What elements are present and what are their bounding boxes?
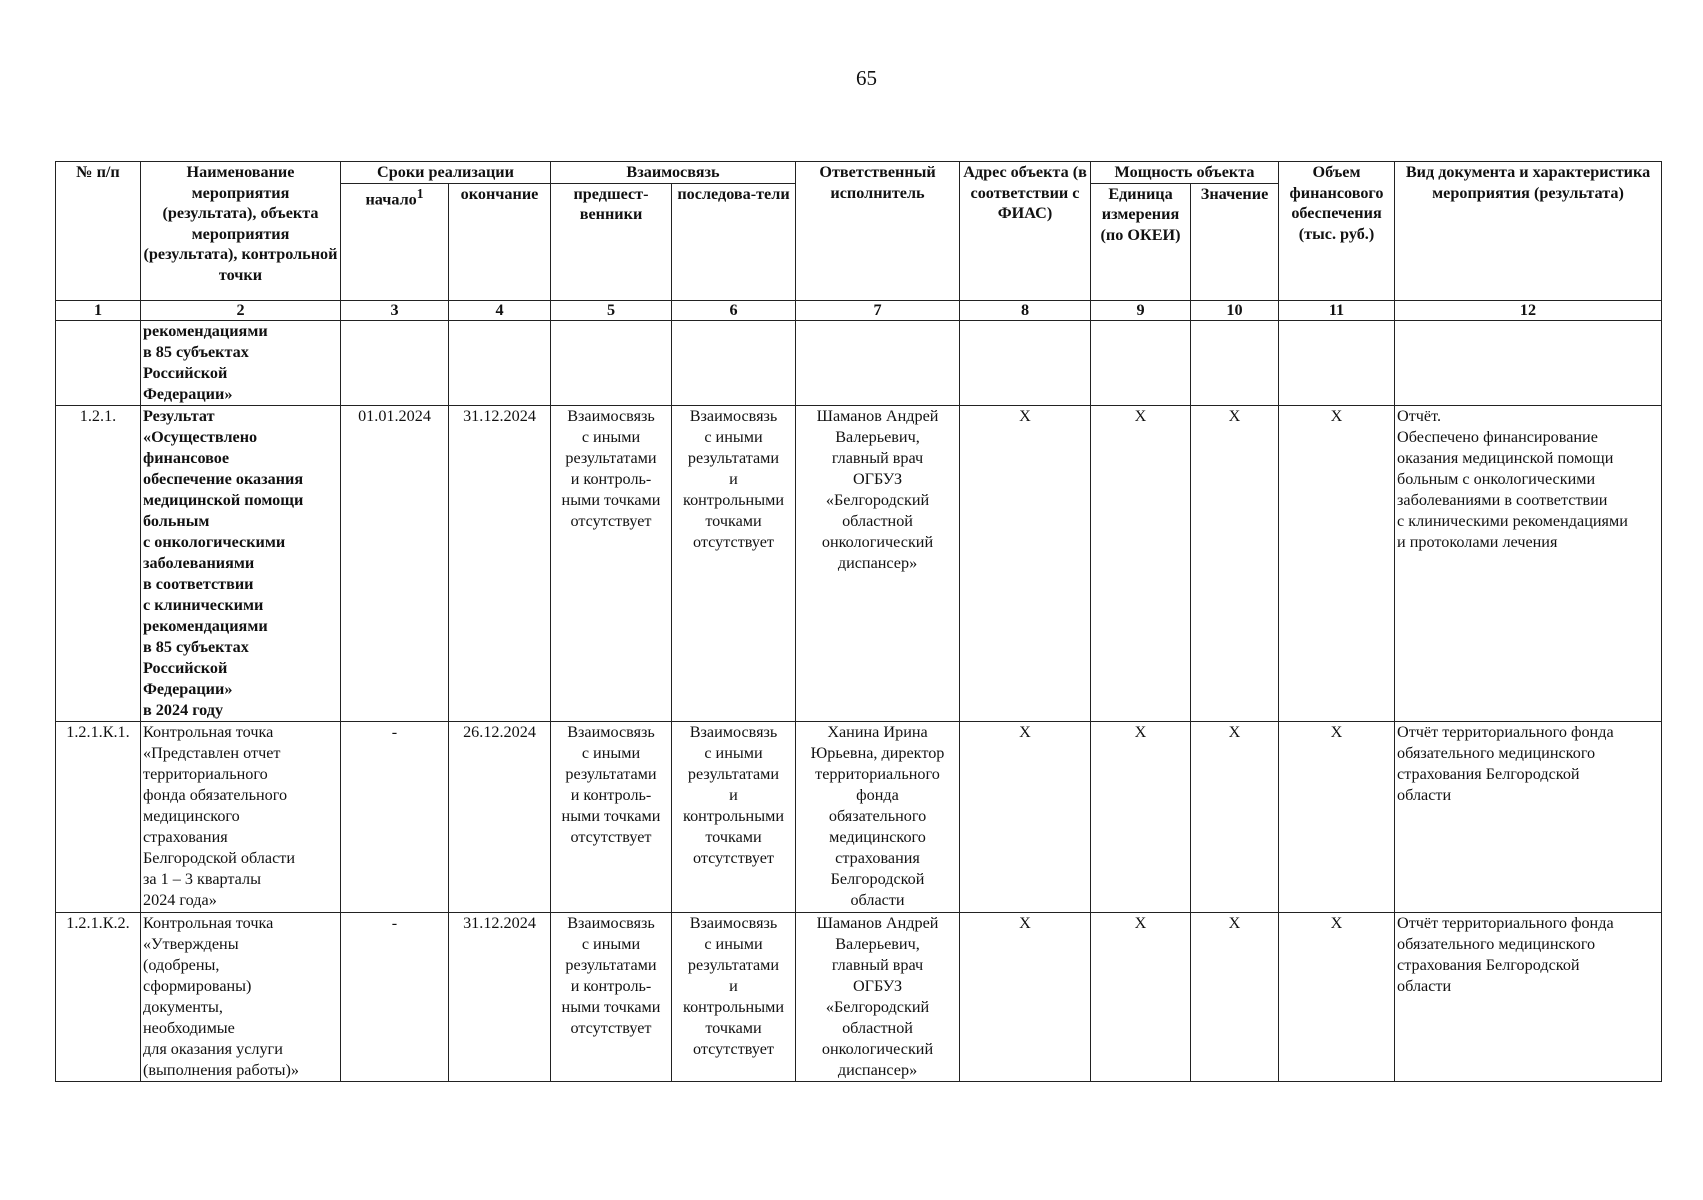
column-number: 9 <box>1091 300 1191 320</box>
row-successors: Взаимосвязь с иными результатами и контрольными точками отсутствует <box>672 405 796 721</box>
header-successors: последова-тели <box>672 183 796 300</box>
row-address <box>960 320 1091 405</box>
row-predecessors: Взаимосвязь с иными результатами и контроль- ными точками отсутствует <box>551 912 672 1081</box>
row-finance: X <box>1279 405 1395 721</box>
column-number: 1 <box>56 300 141 320</box>
row-address: X <box>960 405 1091 721</box>
row-successors: Взаимосвязь с иными результатами и контрольными точками отсутствует <box>672 912 796 1081</box>
table-row <box>56 912 1662 1081</box>
column-number: 8 <box>960 300 1091 320</box>
row-responsible: Ханина Ирина Юрьевна, директор территориального фонда обязательного медицинского страхования Белгородской области <box>796 721 960 912</box>
footnote-marker: 1 <box>416 185 424 201</box>
row-start-date: - <box>341 912 449 1081</box>
row-finance <box>1279 320 1395 405</box>
row-value <box>1191 320 1279 405</box>
header-doc-type: Вид документа и характеристика мероприятия (результата) <box>1395 162 1662 301</box>
row-doc-type: Отчёт. Обеспечено финансирование оказания медицинской помощи больным с онкологическими заболеваниями в соответствии с клиническими рекомендациями и протоколами лечения <box>1395 405 1662 721</box>
header-terms: Сроки реализации <box>341 162 551 184</box>
header-number: № п/п <box>56 162 141 301</box>
row-number <box>56 320 141 405</box>
table-row <box>56 721 1662 912</box>
row-unit: X <box>1091 912 1191 1081</box>
row-successors: Взаимосвязь с иными результатами и контрольными точками отсутствует <box>672 721 796 912</box>
row-address: X <box>960 912 1091 1081</box>
row-name: Контрольная точка «Представлен отчет территориального фонда обязательного медицинского страхования Белгородской области за 1 – 3 кварталы 2024 года» <box>141 721 341 912</box>
row-unit: X <box>1091 405 1191 721</box>
row-doc-type: Отчёт территориального фонда обязательного медицинского страхования Белгородской области <box>1395 721 1662 912</box>
row-finance: X <box>1279 721 1395 912</box>
row-responsible: Шаманов Андрей Валерьевич, главный врач ОГБУЗ «Белгородский областной онкологический диспансер» <box>796 405 960 721</box>
row-value: X <box>1191 912 1279 1081</box>
row-unit <box>1091 320 1191 405</box>
header-value: Значение <box>1191 183 1279 300</box>
header-predecessors: предшест-венники <box>551 183 672 300</box>
column-numbers-row <box>56 300 1662 320</box>
row-doc-type <box>1395 320 1662 405</box>
column-number: 5 <box>551 300 672 320</box>
column-number: 4 <box>449 300 551 320</box>
header-relation: Взаимосвязь <box>551 162 796 184</box>
header-unit: Единица измерения (по ОКЕИ) <box>1091 183 1191 300</box>
row-successors <box>672 320 796 405</box>
column-number: 7 <box>796 300 960 320</box>
column-number: 10 <box>1191 300 1279 320</box>
row-number: 1.2.1. <box>56 405 141 721</box>
row-end-date: 26.12.2024 <box>449 721 551 912</box>
column-number: 12 <box>1395 300 1662 320</box>
header-capacity: Мощность объекта <box>1091 162 1279 184</box>
row-start-date: - <box>341 721 449 912</box>
header-responsible: Ответственный исполнитель <box>796 162 960 301</box>
row-responsible <box>796 320 960 405</box>
table-row <box>56 405 1662 721</box>
table-row <box>56 320 1662 405</box>
row-number: 1.2.1.К.1. <box>56 721 141 912</box>
header-name: Наименование мероприятия (результата), объекта мероприятия (результата), контрольной точки <box>141 162 341 301</box>
row-name: Контрольная точка «Утверждены (одобрены, сформированы) документы, необходимые для оказания услуги (выполнения работы)» <box>141 912 341 1081</box>
row-address: X <box>960 721 1091 912</box>
header-start: начало$^1$ <box>341 183 449 300</box>
row-predecessors <box>551 320 672 405</box>
header-end: окончание <box>449 183 551 300</box>
column-number: 6 <box>672 300 796 320</box>
header-address: Адрес объекта (в соответствии с ФИАС) <box>960 162 1091 301</box>
row-number: 1.2.1.К.2. <box>56 912 141 1081</box>
row-name: рекомендациями в 85 субъектах Российской Федерации» <box>141 320 341 405</box>
header-finance: Объем финансового обеспечения (тыс. руб.) <box>1279 162 1395 301</box>
column-number: 3 <box>341 300 449 320</box>
row-unit: X <box>1091 721 1191 912</box>
row-end-date: 31.12.2024 <box>449 912 551 1081</box>
row-doc-type: Отчёт территориального фонда обязательного медицинского страхования Белгородской области <box>1395 912 1662 1081</box>
page-number: 65 <box>856 66 877 90</box>
row-name: Результат «Осуществлено финансовое обеспечение оказания медицинской помощи больным с онкологическими заболеваниями в соответствии с клиническими рекомендациями в 85 субъектах Российской Федерации» в 2024 году <box>141 405 341 721</box>
row-start-date <box>341 320 449 405</box>
row-predecessors: Взаимосвязь с иными результатами и контроль- ными точками отсутствует <box>551 721 672 912</box>
row-start-date: 01.01.2024 <box>341 405 449 721</box>
column-number: 2 <box>141 300 341 320</box>
row-predecessors: Взаимосвязь с иными результатами и контроль- ными точками отсутствует <box>551 405 672 721</box>
row-responsible: Шаманов Андрей Валерьевич, главный врач ОГБУЗ «Белгородский областной онкологический диспансер» <box>796 912 960 1081</box>
row-end-date <box>449 320 551 405</box>
row-value: X <box>1191 405 1279 721</box>
row-value: X <box>1191 721 1279 912</box>
row-end-date: 31.12.2024 <box>449 405 551 721</box>
column-number: 11 <box>1279 300 1395 320</box>
plan-table <box>55 161 1662 1082</box>
row-finance: X <box>1279 912 1395 1081</box>
